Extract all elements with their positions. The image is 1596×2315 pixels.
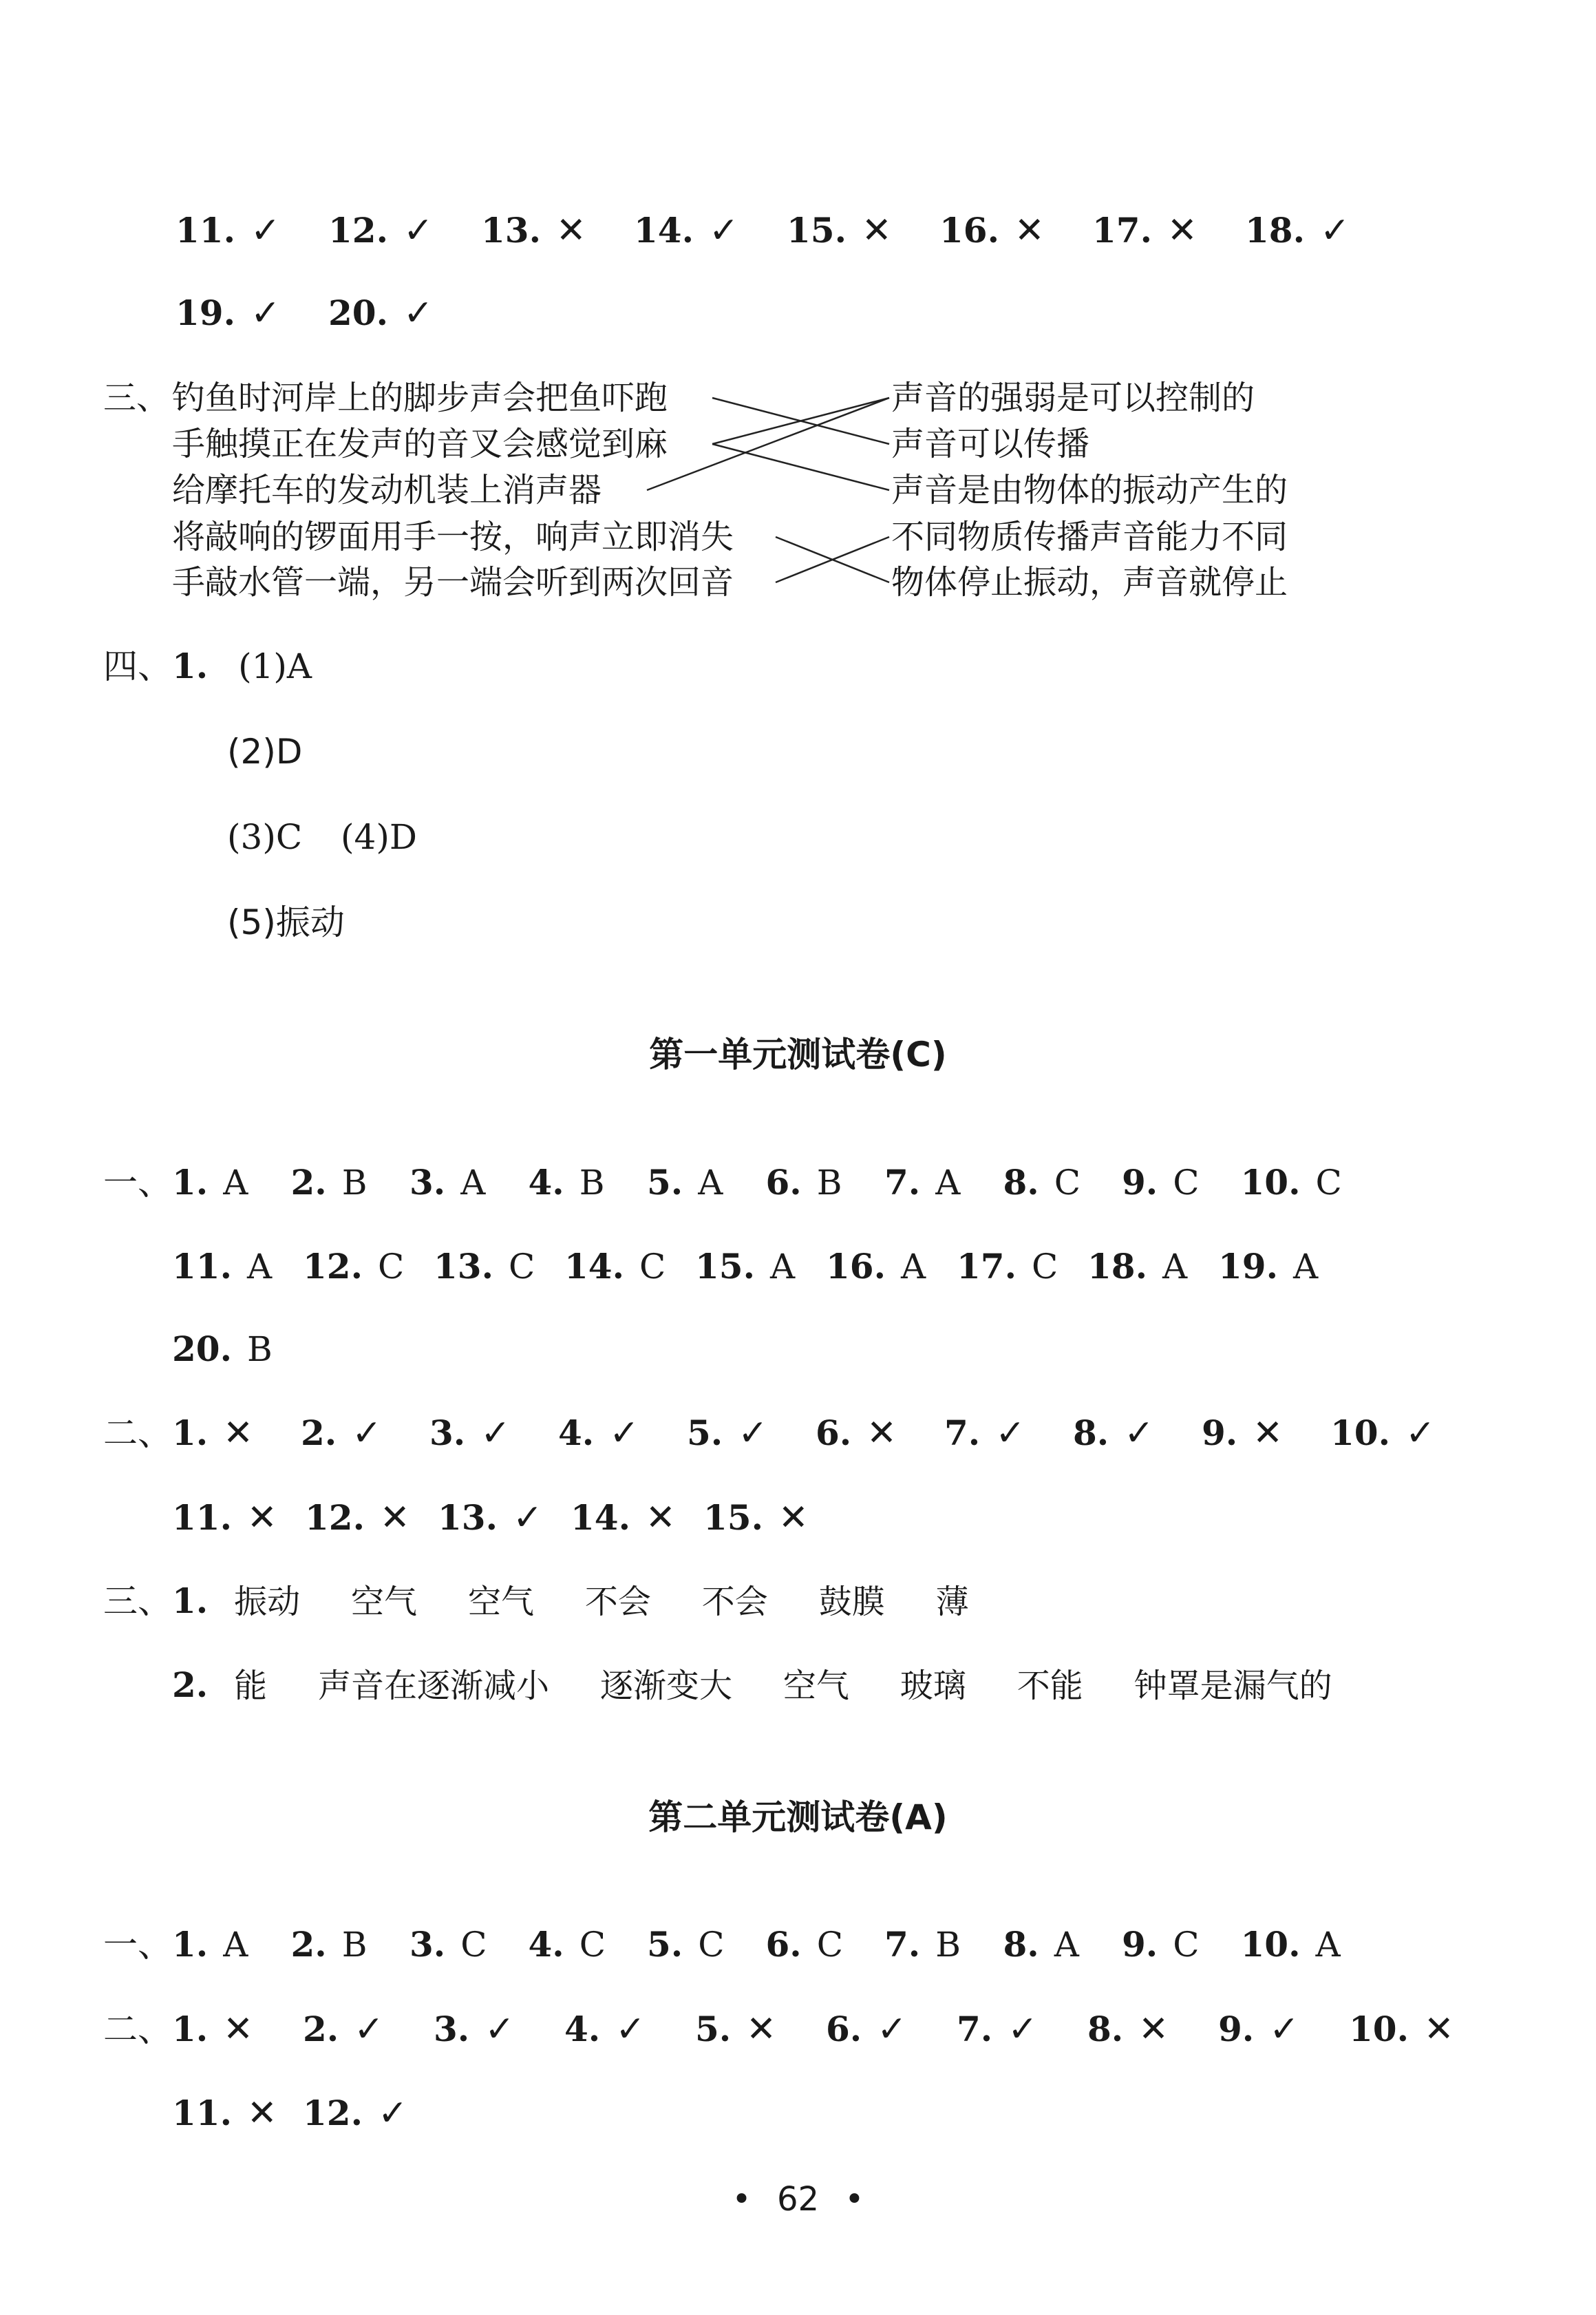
sub-answer-line (227, 816, 417, 858)
answer-choice: C (1173, 1163, 1200, 1203)
answer-choice: A (770, 1247, 796, 1287)
sub-answer: (3)C (227, 817, 303, 857)
question-number: 14. (634, 210, 694, 251)
part-1-prefix: 一、 (103, 1163, 172, 1203)
fill-answer: 钟罩是漏气的 (1134, 1667, 1332, 1705)
part-2-prefix: 二、 (103, 1413, 172, 1453)
answer-choice: A (1162, 1247, 1188, 1287)
question-number: 5. (695, 2009, 732, 2049)
answer-pair (816, 1413, 897, 1454)
answer-pair (529, 1924, 606, 1965)
question-number: 14. (564, 1246, 624, 1287)
match-left-item: 手触摸正在发声的音叉会感觉到麻 (172, 425, 668, 463)
answer-pair (564, 1246, 666, 1287)
answer-choice: C (1032, 1247, 1058, 1287)
match-right-item: 声音可以传播 (891, 425, 1090, 463)
answer-choice: A (1315, 1925, 1341, 1965)
question-number: 15. (703, 1497, 763, 1538)
match-left-item: 钓鱼时河岸上的脚步声会把鱼吓跑 (172, 379, 668, 417)
question-number: 15. (787, 210, 847, 251)
question-number: 9. (1122, 1924, 1158, 1965)
cross-mark-icon: ✕ (778, 1497, 809, 1539)
question-number: 11. (172, 1246, 232, 1287)
part-4-prefix: 四、 (103, 646, 172, 686)
question-number: 1. (172, 1413, 209, 1453)
question-number: 17. (957, 1246, 1017, 1287)
question-number: 6. (765, 1162, 802, 1203)
cross-mark-icon: ✕ (1424, 2009, 1454, 2050)
answer-pair (1003, 1162, 1081, 1203)
answer-pair (957, 2009, 1038, 2050)
check-mark-icon: ✓ (485, 2009, 515, 2050)
answer-pair (1349, 2009, 1454, 2050)
question-number: 2. (172, 1664, 209, 1705)
answer-choice: C (579, 1925, 606, 1965)
question-number: 2. (290, 1924, 327, 1965)
question-number: 4. (558, 1413, 595, 1453)
answer-pair (1241, 1924, 1341, 1965)
match-right-item: 声音的强弱是可以控制的 (891, 379, 1255, 417)
sub-answer: (5)振动 (227, 902, 345, 942)
answer-pair (301, 1413, 382, 1454)
question-number: 7. (957, 2009, 993, 2049)
question-number: 20. (172, 1329, 232, 1369)
answer-pair (172, 1329, 273, 1370)
fill-answer: 不会 (701, 1583, 768, 1621)
answer-choice: B (341, 1925, 368, 1965)
answer-pair (434, 1246, 535, 1287)
fill-answer: 能 (234, 1667, 268, 1705)
question-number: 18. (1245, 210, 1305, 251)
check-mark-icon: ✓ (995, 1413, 1025, 1454)
section-title: 第一单元测试卷(C) (649, 1035, 947, 1075)
question-number: 7. (944, 1413, 981, 1453)
match-left-item: 给摩托车的发动机装上消声器 (172, 471, 602, 509)
answer-pair (884, 1162, 960, 1203)
question-number: 6. (826, 2009, 862, 2049)
match-right-item: 物体停止振动，声音就停止 (891, 563, 1288, 602)
question-number: 3. (409, 1162, 446, 1203)
answer-pair (291, 1924, 368, 1965)
cross-mark-icon: ✕ (223, 1413, 253, 1454)
match-line (712, 444, 889, 490)
check-mark-icon: ✓ (1124, 1413, 1154, 1454)
page-number (0, 2179, 1596, 2220)
check-mark-icon: ✓ (480, 1413, 511, 1454)
answer-pair (1087, 2009, 1169, 2050)
question-number: 16. (826, 1246, 886, 1287)
answer-pair (703, 1497, 809, 1539)
answer-pair (291, 1162, 368, 1203)
check-mark-icon: ✓ (1320, 210, 1350, 251)
question-number: 12. (328, 210, 388, 251)
question-number: 4. (528, 1162, 564, 1203)
cross-mark-icon: ✕ (223, 2009, 253, 2050)
cross-mark-icon: ✕ (862, 210, 892, 251)
cross-mark-icon: ✕ (380, 1497, 410, 1539)
answer-choice: C (378, 1247, 405, 1287)
question-number: 13. (438, 1497, 498, 1538)
cross-mark-icon: ✕ (866, 1413, 897, 1454)
part-2-prefix: 二、 (103, 2009, 172, 2049)
cross-mark-icon: ✕ (1253, 1413, 1283, 1454)
question-number: 8. (1003, 1162, 1039, 1203)
answer-pair (303, 2009, 384, 2050)
question-number: 3. (429, 1413, 466, 1453)
answer-pair (766, 1162, 842, 1203)
answer-pair (409, 1924, 487, 1965)
answer-pair (884, 1924, 961, 1965)
part-3-prefix: 三、 (103, 379, 170, 417)
match-left-item: 手敲水管一端，另一端会听到两次回音 (172, 563, 734, 602)
page-number-dot: • (844, 2180, 864, 2219)
question-number: 1. (172, 1581, 209, 1621)
answer-choice: B (935, 1925, 961, 1965)
question-number: 2. (303, 2009, 339, 2049)
sub-answer: (4)D (341, 817, 417, 857)
fill-answer-line (172, 1664, 1332, 1706)
answer-pair (1122, 1924, 1199, 1965)
check-mark-icon: ✓ (877, 2009, 907, 2050)
question-number: 9. (1218, 2009, 1255, 2049)
answer-pair (529, 1162, 605, 1203)
check-mark-icon: ✓ (1269, 2009, 1299, 2050)
answer-pair (1218, 2009, 1299, 2050)
answer-pair (957, 1246, 1058, 1287)
part-4-header (103, 646, 312, 687)
answer-choice: C (639, 1247, 666, 1287)
question-number: 10. (1240, 1162, 1301, 1203)
match-right-item: 不同物质传播声音能力不同 (891, 518, 1288, 556)
answer-pair (172, 1924, 248, 1965)
fill-answer: 声音在逐渐减小 (318, 1667, 550, 1705)
answer-pair (1218, 1246, 1318, 1287)
question-number: 1. (172, 1162, 209, 1203)
question-number: 12. (305, 1497, 365, 1538)
check-mark-icon: ✓ (1008, 2009, 1038, 2050)
question-number: 2. (290, 1162, 327, 1203)
check-mark-icon: ✓ (1405, 1413, 1436, 1454)
answer-choice: B (341, 1163, 368, 1203)
question-number: 1. (172, 2009, 209, 2049)
answer-pair (1202, 1413, 1283, 1454)
fill-answer: 不会 (584, 1583, 651, 1621)
answer-choice: C (816, 1925, 843, 1965)
answer-choice: B (579, 1163, 605, 1203)
answer-pair (647, 1924, 724, 1965)
answer-pair (172, 1413, 253, 1454)
answer-choice: C (1054, 1163, 1081, 1203)
answer-pair (1087, 1246, 1187, 1287)
answer-pair (438, 1497, 543, 1539)
question-number: 9. (1202, 1413, 1238, 1453)
answer-pair (826, 2009, 907, 2050)
fill-answer: 空气 (467, 1583, 534, 1621)
question-number: 9. (1122, 1162, 1158, 1203)
fill-answer: 薄 (935, 1583, 969, 1621)
answer-pair (172, 2009, 253, 2050)
question-number: 2. (301, 1413, 337, 1453)
answer-pair (172, 1246, 272, 1287)
fill-answer-line (172, 1581, 969, 1622)
question-number: 20. (328, 293, 388, 333)
page-number-value: 62 (776, 2180, 820, 2219)
cross-mark-icon: ✕ (1167, 210, 1198, 251)
answer-pair (409, 1162, 485, 1203)
fill-answer: 逐渐变大 (599, 1667, 732, 1705)
match-left-item: 将敲响的锣面用手一按，响声立即消失 (172, 518, 734, 556)
answer-choice: C (1315, 1163, 1342, 1203)
question-number: 18. (1087, 1246, 1147, 1287)
answer-pair (687, 1413, 768, 1454)
check-mark-icon: ✓ (513, 1497, 543, 1539)
answer-pair (429, 1413, 511, 1454)
check-mark-icon: ✓ (609, 1413, 639, 1454)
question-number: 10. (1349, 2009, 1409, 2049)
check-mark-icon: ✓ (709, 210, 739, 251)
answer-pair (647, 1162, 723, 1203)
fill-answer: 不能 (1017, 1667, 1083, 1705)
question-number: 10. (1330, 1413, 1390, 1453)
fill-answer: 空气 (783, 1667, 849, 1705)
question-number: 6. (816, 1413, 852, 1453)
question-number: 14. (571, 1497, 630, 1538)
question-number: 12. (303, 2093, 363, 2133)
question-number: 13. (434, 1246, 493, 1287)
question-number: 19. (1218, 1246, 1278, 1287)
question-number: 3. (409, 1924, 446, 1965)
answer-pair (172, 1497, 277, 1539)
answer-pair (571, 1497, 676, 1539)
check-mark-icon: ✓ (738, 1413, 768, 1454)
cross-mark-icon: ✕ (556, 210, 586, 251)
answer-pair (766, 1924, 843, 1965)
answer-choice: A (1054, 1925, 1079, 1965)
question-number: 19. (175, 293, 235, 333)
cross-mark-icon: ✕ (746, 2009, 776, 2050)
cross-mark-icon: ✕ (646, 1497, 676, 1539)
check-mark-icon: ✓ (251, 293, 281, 334)
check-mark-icon: ✓ (615, 2009, 646, 2050)
question-number: 11. (172, 2093, 232, 2133)
answer-choice: A (935, 1163, 961, 1203)
part-1-prefix: 一、 (103, 1925, 172, 1965)
question-number: 5. (647, 1162, 683, 1203)
answer-choice: A (901, 1247, 926, 1287)
question-number: 11. (172, 1497, 232, 1538)
check-mark-icon: ✓ (403, 293, 434, 334)
answer-pair (944, 1413, 1025, 1454)
question-number: 10. (1240, 1924, 1301, 1965)
cross-mark-icon: ✕ (1014, 210, 1045, 251)
question-number: 15. (695, 1246, 755, 1287)
cross-mark-icon: ✕ (1138, 2009, 1169, 2050)
cross-mark-icon: ✕ (247, 1497, 277, 1539)
check-mark-icon: ✓ (352, 1413, 382, 1454)
question-number: 1. (172, 1924, 209, 1965)
fill-answer: 玻璃 (900, 1667, 966, 1705)
answer-pair (695, 2009, 776, 2050)
answer-pair (1003, 1924, 1079, 1965)
answer-choice: C (509, 1247, 535, 1287)
question-number: 8. (1003, 1924, 1039, 1965)
question-number: 4. (564, 2009, 601, 2049)
answer-pair (1241, 1162, 1342, 1203)
answer-choice: A (247, 1247, 273, 1287)
question-number: 7. (884, 1924, 921, 1965)
answer-choice: C (698, 1925, 725, 1965)
sub-answer: (1)A (238, 646, 312, 686)
question-number: 7. (884, 1162, 921, 1203)
section-title: 第二单元测试卷(A) (648, 1797, 948, 1837)
question-number: 11. (175, 210, 235, 251)
fill-answer: 空气 (351, 1583, 418, 1621)
question-number: 1. (172, 646, 209, 686)
answer-pair (434, 2009, 515, 2050)
answer-pair (172, 2093, 277, 2134)
match-right-item: 声音是由物体的振动产生的 (891, 471, 1288, 509)
answer-pair (305, 1497, 410, 1539)
answer-pair (1330, 1413, 1436, 1454)
answer-pair (303, 1246, 404, 1287)
check-mark-icon: ✓ (378, 2093, 408, 2134)
answer-choice: A (223, 1925, 248, 1965)
answer-choice: C (1173, 1925, 1200, 1965)
question-number: 6. (765, 1924, 802, 1965)
answer-pair (826, 1246, 926, 1287)
question-number: 4. (528, 1924, 564, 1965)
question-number: 5. (647, 1924, 683, 1965)
answer-choice: B (247, 1329, 273, 1369)
page-number-dot: • (732, 2180, 752, 2219)
check-mark-icon: ✓ (354, 2009, 384, 2050)
answer-pair (558, 1413, 639, 1454)
fill-answer: 振动 (234, 1583, 301, 1621)
answer-choice: A (1293, 1247, 1319, 1287)
part-3-prefix: 三、 (103, 1581, 172, 1621)
question-number: 16. (939, 210, 999, 251)
answer-choice: A (698, 1163, 723, 1203)
fill-answer: 鼓膜 (818, 1583, 885, 1621)
check-mark-icon: ✓ (251, 210, 281, 251)
answer-choice: C (460, 1925, 487, 1965)
answer-choice: B (816, 1163, 842, 1203)
question-number: 8. (1087, 2009, 1124, 2049)
answer-choice: A (460, 1163, 486, 1203)
question-number: 13. (481, 210, 541, 251)
question-number: 17. (1092, 210, 1152, 251)
question-number: 5. (687, 1413, 723, 1453)
question-number: 3. (434, 2009, 470, 2049)
question-number: 12. (303, 1246, 363, 1287)
answer-pair (303, 2093, 408, 2134)
answer-pair (1122, 1162, 1199, 1203)
question-number: 8. (1073, 1413, 1109, 1453)
sub-answer: (2)D (227, 732, 303, 772)
answer-pair (695, 1246, 795, 1287)
check-mark-icon: ✓ (403, 210, 434, 251)
answer-pair (564, 2009, 646, 2050)
answer-choice: A (223, 1163, 248, 1203)
answer-pair (172, 1162, 248, 1203)
answer-pair (1073, 1413, 1154, 1454)
cross-mark-icon: ✕ (247, 2093, 277, 2134)
